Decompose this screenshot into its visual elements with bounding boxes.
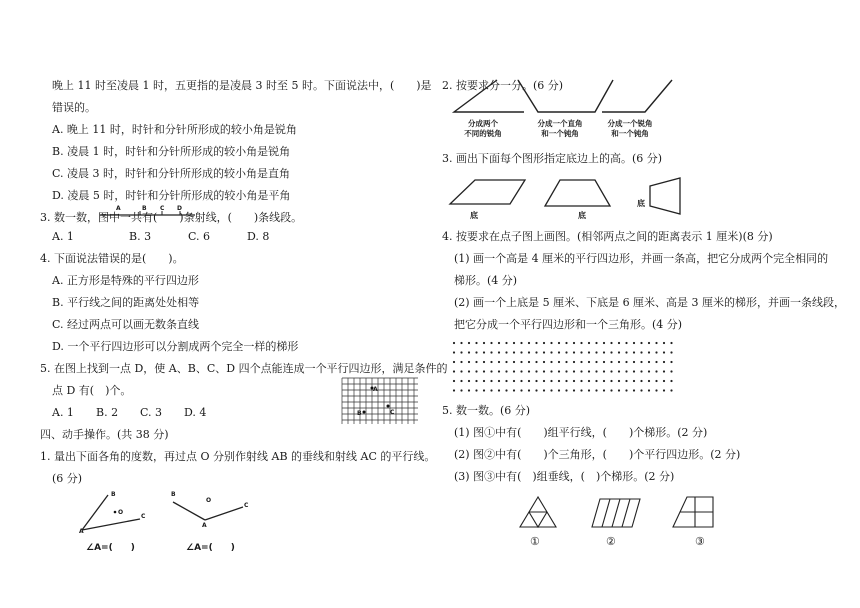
grid-dot [550,380,552,382]
grid-dot [490,351,492,353]
grid-dot [648,361,650,363]
p5-question: 5. 数一数。(6 分) [442,404,531,417]
q4-option-c: C. 经过两点可以画无数条直线 [52,318,200,331]
grid-dot [490,361,492,363]
grid-dot [655,351,657,353]
q4-option-d: D. 一个平行四边形可以分割成两个完全一样的梯形 [52,340,299,353]
grid-dot [640,342,642,344]
grid-dot [475,370,477,372]
p2-caption-2-line1: 分成一个直角 [537,119,583,128]
grid-dot [490,380,492,382]
grid-dot [610,342,612,344]
p3-question: 3. 画出下面每个图形指定底边上的高。(6 分) [442,152,663,165]
grid-dot [603,361,605,363]
p5-line-2: (2) 图②中有( )个三角形，( )个平行四边形。(2 分) [454,448,741,461]
grid-dot [498,370,500,372]
p5-fig-label-1: ① [530,535,540,548]
grid-dot [618,380,620,382]
grid-dot [663,370,665,372]
grid-dot [625,351,627,353]
p5-fig-label-3: ③ [695,535,705,548]
grid-dot [468,370,470,372]
grid-dot [625,389,627,391]
grid-dot [505,370,507,372]
grid-dot [558,361,560,363]
p3-base-label-3: 底 [637,198,645,208]
grid-dot [595,389,597,391]
grid-dot [655,389,657,391]
grid-dot [535,389,537,391]
grid-dot [543,351,545,353]
grid-dot [558,370,560,372]
grid-dot [663,380,665,382]
grid-dot [565,389,567,391]
grid-dot [663,342,665,344]
grid-dot [588,370,590,372]
grid-dot [648,351,650,353]
q4-question: 4. 下面说法错误的是( )。 [40,252,184,265]
p5-fig-label-2: ② [606,535,616,548]
q2-option-a: A. 晚上 11 时，时针和分针所形成的较小角是锐角 [52,123,297,136]
grid-dot [670,389,672,391]
grid-dot [520,370,522,372]
grid-dot [580,380,582,382]
grid-dot [588,342,590,344]
p2-angle-figures [450,78,680,118]
grid-dot [483,370,485,372]
grid-dot [625,361,627,363]
grid-dot [565,351,567,353]
q5-question-line2: 点 D 有( )个。 [52,384,132,397]
grid-dot [595,361,597,363]
grid-dot [535,370,537,372]
grid-dot [558,380,560,382]
section-four-title: 四、动手操作。(共 38 分) [40,428,169,441]
grid-dot [565,361,567,363]
q3-option-b: B. 3 [129,230,152,243]
grid-dot [513,351,515,353]
grid-dot [655,342,657,344]
grid-dot [573,389,575,391]
grid-dot [490,370,492,372]
q3-option-a: A. 1 [52,230,74,243]
grid-dot [640,351,642,353]
p2-caption-1-line2: 不同的锐角 [464,129,502,138]
grid-dot [595,351,597,353]
grid-dot [610,389,612,391]
q5-grid [340,376,420,426]
grid-dot [550,361,552,363]
grid-dot [670,380,672,382]
grid-dot [550,389,552,391]
grid-dot [670,361,672,363]
grid-dot [528,342,530,344]
grid-dot [505,380,507,382]
grid-dot [468,361,470,363]
q2-option-b: B. 凌晨 1 时，时针和分针所形成的较小角是锐角 [52,145,291,158]
grid-dot [603,370,605,372]
grid-dot [475,342,477,344]
grid-dot [550,342,552,344]
grid-dot [640,370,642,372]
p1-question-line1: 1. 量出下面各角的度数，再过点 O 分别作射线 AB 的垂线和射线 AC 的平行线。 [40,450,436,463]
grid-dot [513,361,515,363]
grid-dot [483,351,485,353]
grid-dot [460,370,462,372]
grid-dot [573,380,575,382]
p2-caption-2-line2: 和一个钝角 [541,129,579,138]
p3-base-label-2: 底 [578,210,586,220]
grid-dot [543,370,545,372]
grid-dot [475,361,477,363]
grid-dot [483,361,485,363]
grid-dot [663,351,665,353]
p1-angle-figure-2 [165,485,255,535]
p1-fig2-point-b: B [171,491,176,498]
grid-dot [490,342,492,344]
grid-dot [490,389,492,391]
grid-dot [648,389,650,391]
grid-dot [648,380,650,382]
grid-dot [543,342,545,344]
grid-dot [483,342,485,344]
grid-dot [475,380,477,382]
grid-dot [618,361,620,363]
grid-dot [618,351,620,353]
p2-caption-3 [602,119,658,139]
p1-angle-label-1: ∠A=( ) [86,543,135,553]
grid-dot [625,342,627,344]
grid-dot [618,389,620,391]
grid-dot [468,380,470,382]
grid-dot [565,370,567,372]
q5-option-c: C. 3 [140,406,163,419]
grid-dot [655,380,657,382]
grid-dot [558,342,560,344]
grid-dot [513,389,515,391]
grid-dot [610,380,612,382]
grid-dot [588,380,590,382]
q3-option-c: C. 6 [188,230,211,243]
p2-caption-1-line1: 分成两个 [468,119,498,128]
grid-dot [625,370,627,372]
grid-dot [498,389,500,391]
grid-dot [468,389,470,391]
grid-dot [453,342,455,344]
grid-dot [573,342,575,344]
grid-dot [520,342,522,344]
grid-dot [460,342,462,344]
grid-dot [543,361,545,363]
grid-dot [543,380,545,382]
grid-dot [505,342,507,344]
grid-dot [648,370,650,372]
grid-dot [595,342,597,344]
q2-continuation-line1: 晚上 11 时至凌晨 1 时，五更指的是凌晨 3 时至 5 时。下面说法中，( )是 [52,79,432,92]
grid-dot [505,351,507,353]
grid-dot [543,389,545,391]
p1-fig2-point-a: A [202,522,207,529]
q3-point-a: A [116,205,121,212]
grid-dot [633,342,635,344]
grid-dot [535,380,537,382]
grid-dot [483,389,485,391]
grid-dot [633,361,635,363]
p2-caption-1 [463,119,503,139]
q3-point-c: C [160,205,165,212]
q2-continuation-line2: 错误的。 [52,101,96,114]
q3-option-d: D. 8 [247,230,270,243]
grid-dot [468,342,470,344]
q5-question-line1: 5. 在图上找到一点 D，使 A、B、C、D 四个点能连成一个平行四边形，满足条件的 [40,362,448,375]
grid-dot [633,370,635,372]
q5-option-d: D. 4 [184,406,207,419]
q5-grid-point-c: C [390,409,395,416]
grid-dot [603,380,605,382]
grid-dot [558,389,560,391]
grid-dot [625,380,627,382]
grid-dot [588,351,590,353]
p5-figures [515,495,715,531]
grid-dot [565,342,567,344]
p1-angle-label-2: ∠A=( ) [186,543,235,553]
grid-dot [655,370,657,372]
p5-line-1: (1) 图①中有( )组平行线，( )个梯形。(2 分) [454,426,708,439]
grid-dot [618,370,620,372]
grid-dot [453,380,455,382]
grid-dot [520,361,522,363]
grid-dot [670,351,672,353]
grid-dot [468,351,470,353]
grid-dot [513,380,515,382]
p1-fig1-point-o: O [118,509,124,516]
grid-dot [483,380,485,382]
p1-question-line2: (6 分) [52,472,83,485]
p3-shapes [450,176,695,216]
p4-sub1-line2: 梯形。(4 分) [454,274,518,287]
grid-dot [535,342,537,344]
grid-dot [655,361,657,363]
grid-dot [460,389,462,391]
grid-dot [453,361,455,363]
grid-dot [528,380,530,382]
grid-dot [535,361,537,363]
grid-dot [580,342,582,344]
grid-dot [453,389,455,391]
p4-sub2-line1: (2) 画一个上底是 5 厘米、下底是 6 厘米、高是 3 厘米的梯形，并画一条线段， [454,296,846,309]
grid-dot [513,370,515,372]
grid-dot [528,389,530,391]
grid-dot [573,370,575,372]
grid-dot [640,380,642,382]
grid-dot [460,380,462,382]
grid-dot [535,351,537,353]
grid-dot [498,351,500,353]
q3-line-figure [100,204,200,220]
p1-fig1-point-b: B [111,491,116,498]
grid-dot [670,370,672,372]
q5-grid-point-a: A [373,386,378,393]
q4-option-b: B. 平行线之间的距离处处相等 [52,296,200,309]
grid-dot [603,389,605,391]
grid-dot [663,361,665,363]
grid-dot [528,370,530,372]
grid-dot [520,389,522,391]
grid-dot [618,342,620,344]
grid-dot [460,351,462,353]
p4-dot-grid [450,340,680,395]
grid-dot [505,361,507,363]
q5-grid-point-b: B [357,410,362,417]
grid-dot [498,342,500,344]
p1-fig2-point-o: O [206,497,212,504]
grid-dot [565,380,567,382]
grid-dot [595,370,597,372]
p3-base-label-1: 底 [470,210,478,220]
p2-caption-3-line2: 和一个钝角 [611,129,649,138]
grid-dot [498,361,500,363]
grid-dot [640,361,642,363]
grid-dot [633,380,635,382]
p2-caption-3-line1: 分成一个锐角 [607,119,653,128]
q4-option-a: A. 正方形是特殊的平行四边形 [52,274,199,287]
p4-sub1-line1: (1) 画一个高是 4 厘米的平行四边形，并画一条高，把它分成两个完全相同的 [454,252,829,265]
q3-question: 3. 数一数，图中一共有( )条射线，( )条线段。 [40,211,303,224]
q3-point-b: B [142,205,147,212]
grid-dot [663,389,665,391]
q5-option-a: A. 1 [52,406,74,419]
grid-dot [603,342,605,344]
grid-dot [453,370,455,372]
grid-dot [528,361,530,363]
p2-caption-2 [532,119,588,139]
grid-dot [550,370,552,372]
grid-dot [528,351,530,353]
grid-dot [610,351,612,353]
p4-question: 4. 按要求在点子图上画图。(相邻两点之间的距离表示 1 厘米)(8 分) [442,230,773,243]
p1-fig1-point-c: C [141,513,146,520]
grid-dot [580,361,582,363]
grid-dot [610,361,612,363]
grid-dot [595,380,597,382]
grid-dot [573,351,575,353]
grid-dot [460,361,462,363]
p4-sub2-line2: 把它分成一个平行四边形和一个三角形。(4 分) [454,318,683,331]
q2-option-d: D. 凌晨 5 时，时针和分针所形成的较小角是平角 [52,189,291,202]
grid-dot [475,389,477,391]
p1-fig1-point-a: A [79,528,84,535]
q2-option-c: C. 凌晨 3 时，时针和分针所形成的较小角是直角 [52,167,291,180]
grid-dot [588,389,590,391]
grid-dot [633,351,635,353]
q3-point-d: D [177,205,182,212]
grid-dot [648,342,650,344]
grid-dot [498,380,500,382]
grid-dot [610,370,612,372]
p1-fig2-point-c: C [244,502,249,509]
grid-dot [453,351,455,353]
grid-dot [580,370,582,372]
grid-dot [633,389,635,391]
grid-dot [475,351,477,353]
grid-dot [588,361,590,363]
p5-line-3: (3) 图③中有( )组垂线，( )个梯形。(2 分) [454,470,675,483]
grid-dot [573,361,575,363]
grid-dot [640,389,642,391]
grid-dot [558,351,560,353]
grid-dot [580,351,582,353]
grid-dot [550,351,552,353]
grid-dot [580,389,582,391]
grid-dot [513,342,515,344]
grid-dot [670,342,672,344]
grid-dot [520,351,522,353]
grid-dot [505,389,507,391]
grid-dot [603,351,605,353]
p2-question: 2. 按要求分一分。(6 分) [442,79,564,92]
q5-option-b: B. 2 [96,406,119,419]
grid-dot [520,380,522,382]
